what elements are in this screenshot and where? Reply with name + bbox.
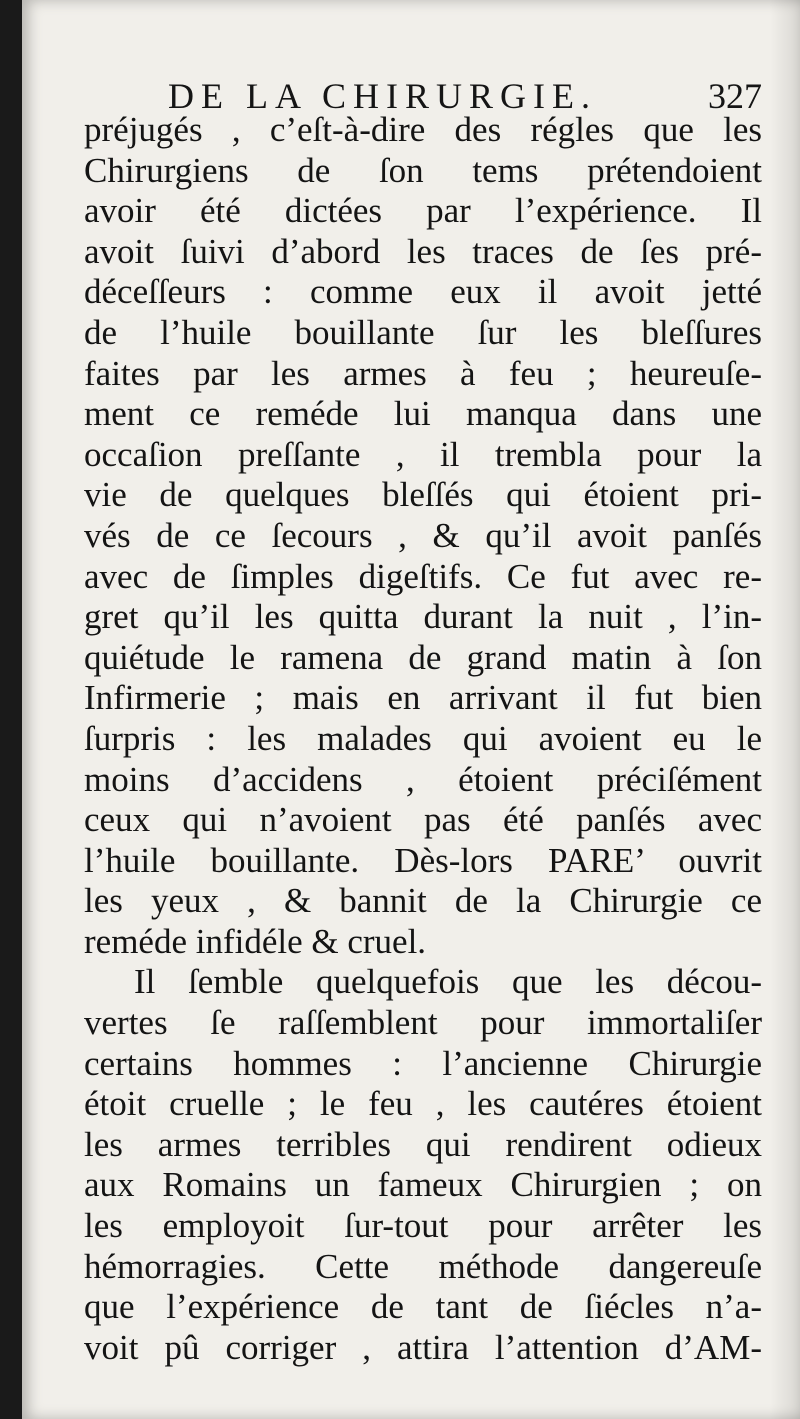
book-page <box>22 0 800 1419</box>
text-line: occaſion preſſante , il trembla pour la <box>84 434 762 474</box>
text-line: l’huile bouillante. Dès-lors PARE’ ouvrit <box>84 840 762 880</box>
text-line: certains hommes : l’ancienne Chirurgie <box>84 1043 762 1083</box>
paragraph-end-line: reméde infidéle & cruel. <box>84 921 427 961</box>
text-line: quiétude le ramena de grand matin à ſon <box>84 637 762 677</box>
text-line: Chirurgiens de ſon tems prétendoient <box>84 150 762 190</box>
text-line: aux Romains un fameux Chirurgien ; on <box>84 1165 762 1205</box>
text-line: ment ce reméde lui manqua dans une <box>84 394 762 434</box>
paragraph-start-line: Il ſemble quelquefois que les décou- <box>134 962 762 1002</box>
text-line: moins d’accidens , étoient préciſément <box>84 759 762 799</box>
text-line: avoir été dictées par l’expérience. Il <box>84 191 762 231</box>
text-line: les employoit ſur-tout pour arrêter les <box>84 1206 762 1246</box>
text-line: avec de ſimples digeſtifs. Ce fut avec re- <box>84 556 762 596</box>
text-line: les armes terribles qui rendirent odieux <box>84 1124 762 1164</box>
text-line: que l’expérience de tant de ſiécles n’a- <box>84 1287 762 1327</box>
page-number: 327 <box>708 76 762 116</box>
text-line: avoit ſuivi d’abord les traces de ſes pré- <box>84 231 762 271</box>
running-head: DE LA CHIRURGIE. <box>168 76 597 116</box>
text-line: hémorragies. Cette méthode dangereuſe <box>84 1246 762 1286</box>
text-line: étoit cruelle ; le feu , les cautéres étoient <box>84 1084 762 1124</box>
text-line: ceux qui n’avoient pas été panſés avec <box>84 800 762 840</box>
text-line: faites par les armes à feu ; heureuſe- <box>84 353 762 393</box>
text-line: gret qu’il les quitta durant la nuit , l’in- <box>84 597 762 637</box>
text-line: vie de quelques bleſſés qui étoient pri- <box>84 475 762 515</box>
text-line: vertes ſe raſſemblent pour immortaliſer <box>84 1003 762 1043</box>
body-text <box>84 110 762 1368</box>
text-line: voit pû corriger , attira l’attention d’AM- <box>84 1327 762 1367</box>
text-line: ſurpris : les malades qui avoient eu le <box>84 718 762 758</box>
text-line: préjugés , c’eſt-à-dire des régles que les <box>84 110 762 149</box>
text-line: les yeux , & bannit de la Chirurgie ce <box>84 881 762 921</box>
text-line: déceſſeurs : comme eux il avoit jetté <box>84 272 762 312</box>
text-line: Infirmerie ; mais en arrivant il fut bien <box>84 678 762 718</box>
text-line: vés de ce ſecours , & qu’il avoit panſés <box>84 515 762 555</box>
text-line: de l’huile bouillante ſur les bleſſures <box>84 312 762 352</box>
